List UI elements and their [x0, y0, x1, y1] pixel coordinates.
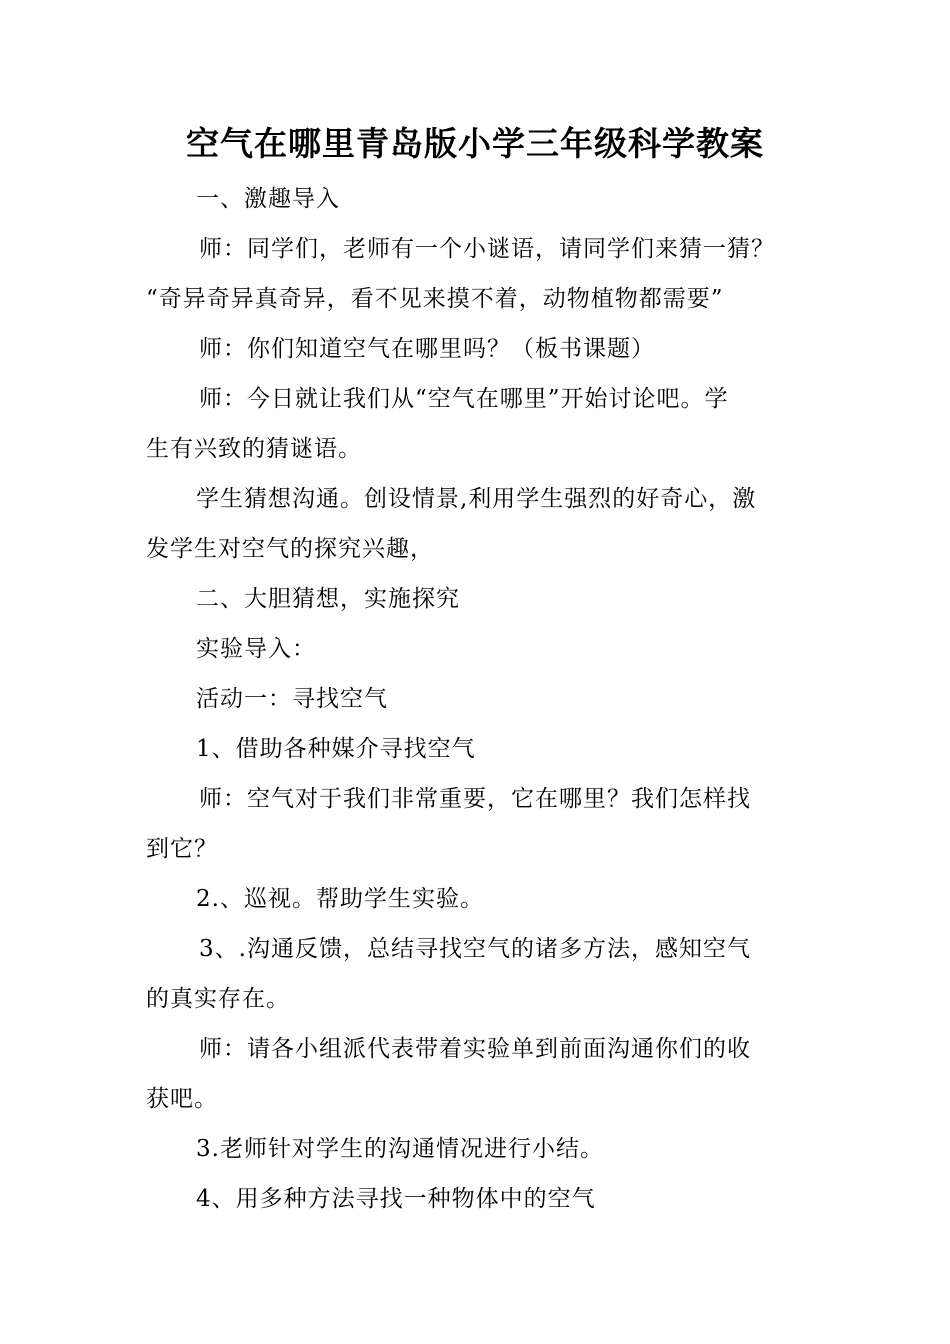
paragraph-line: 2.、巡视。帮助学生实验。	[196, 886, 484, 912]
paragraph-line: 4、用多种方法寻找一种物体中的空气	[196, 1186, 596, 1212]
paragraph-line: 到它？	[146, 836, 218, 862]
paragraph-line: 的真实存在。	[146, 986, 290, 1012]
paragraph-line: 师：今日就让我们从“空气在哪里”开始讨论吧。学	[199, 386, 729, 412]
paragraph-line: 师：同学们，老师有一个小谜语，请同学们来猜一猜？	[199, 236, 775, 262]
section-heading-2: 二、大胆猜想，实施探究	[196, 586, 460, 612]
paragraph-line: 师：请各小组派代表带着实验单到前面沟通你们的收	[199, 1036, 751, 1062]
paragraph-line: 发学生对空气的探究兴趣，	[146, 536, 434, 562]
paragraph-line: 1、借助各种媒介寻找空气	[196, 736, 476, 762]
paragraph-line: “奇异奇异真奇异，看不见来摸不着，动物植物都需要”	[146, 286, 724, 312]
paragraph-line: 师：你们知道空气在哪里吗？（板书课题）	[199, 336, 655, 362]
paragraph-line: 活动一：寻找空气	[196, 686, 388, 712]
paragraph-line: 3.老师针对学生的沟通情况进行小结。	[196, 1136, 604, 1162]
paragraph-line: 生有兴致的猜谜语。	[146, 436, 362, 462]
document-title: 空气在哪里青岛版小学三年级科学教案	[186, 124, 764, 163]
paragraph-line: 3、.沟通反馈，总结寻找空气的诸多方法，感知空气	[199, 936, 751, 962]
section-heading-1: 一、激趣导入	[196, 186, 340, 212]
paragraph-line: 实验导入：	[196, 636, 316, 662]
paragraph-line: 获吧。	[146, 1086, 218, 1112]
paragraph-line: 师：空气对于我们非常重要，它在哪里？我们怎样找	[199, 786, 751, 812]
paragraph-line: 学生猜想沟通。创设情景,利用学生强烈的好奇心，激	[196, 486, 757, 512]
